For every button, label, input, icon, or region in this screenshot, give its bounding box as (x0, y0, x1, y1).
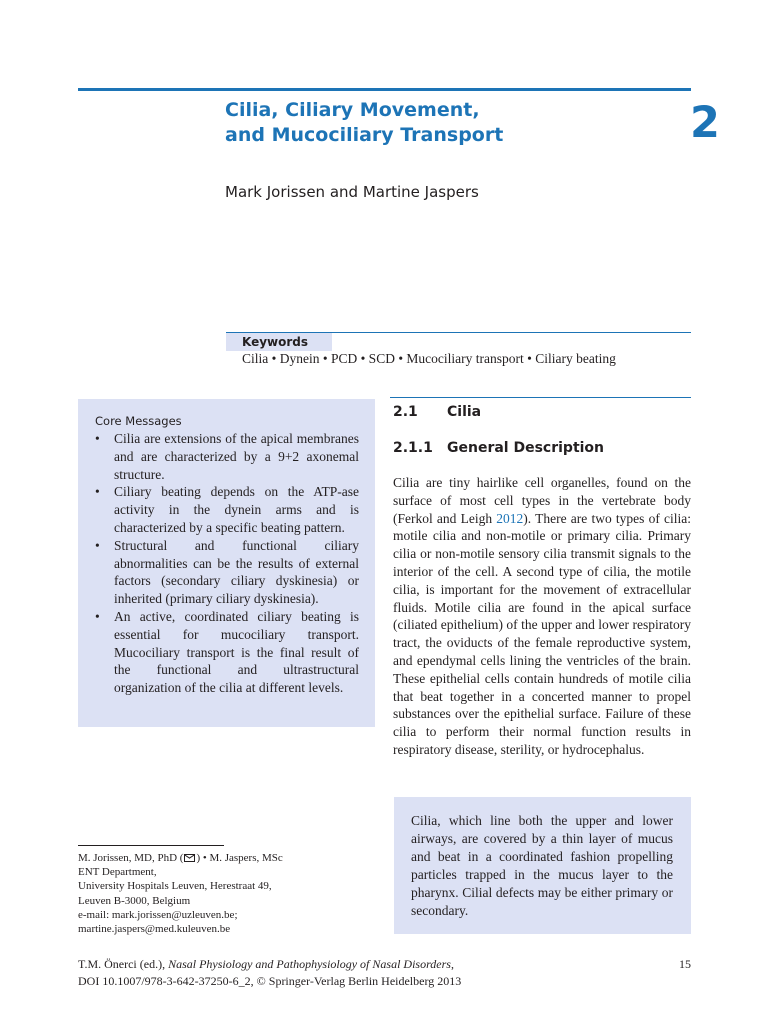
citation-doi: DOI 10.1007/978-3-642-37250-6_2, © Springer-Verlag Berlin Heidelberg 2013 (78, 973, 462, 988)
affiliation-institution: University Hospitals Leuven, Herestraat 49, (78, 880, 272, 893)
chapter-title-line-2: and Mucociliary Transport (225, 124, 504, 146)
chapter-number: 2 (690, 98, 720, 148)
affiliation-city: Leuven B-3000, Belgium (78, 894, 191, 907)
section-number: 2.1 (393, 404, 418, 420)
section-title: Cilia (447, 404, 482, 420)
citation-book-title: Nasal Physiology and Pathophysiology of Nasal Disorders (168, 957, 451, 971)
callout-box (394, 797, 691, 934)
core-messages-box (78, 399, 375, 727)
core-messages-title: Core Messages (95, 414, 182, 428)
citation-comma: , (450, 957, 454, 971)
keywords-label: Keywords (226, 333, 332, 351)
subsection-number: 2.1.1 (393, 440, 433, 456)
citation-link[interactable]: 2012 (496, 510, 524, 526)
chapter-authors: Mark Jorissen and Martine Jaspers (225, 183, 479, 201)
keywords-list: Cilia • Dynein • PCD • SCD • Mucociliary transport • Ciliary beating (242, 351, 616, 366)
book-citation (78, 956, 461, 989)
chapter-top-rule (78, 88, 691, 91)
section-rule (390, 397, 691, 398)
page-number: 15 (679, 957, 691, 971)
affiliation-author-2: ) • M. Jaspers, MSc (196, 852, 283, 864)
body-text-start: Cilia are tiny hairlike cell organelles, found on the surface of most cell types in the vertebrate body (Ferkol and Leigh (393, 475, 691, 526)
chapter-title-line-1: Cilia, Ciliary Movement, (225, 99, 480, 121)
subsection-heading (393, 438, 604, 458)
author-affiliation (78, 851, 283, 936)
chapter-title (225, 98, 625, 148)
core-message-item: • An active, coordinated ciliary beating is essential for mucociliary transport. Mucociliary transport is the final result of the functional and ultrastructural organization of the cilia at different levels. (95, 608, 359, 697)
callout-text: Cilia, which line both the upper and lower airways, are covered by a thin layer of mucus and beat in a coordinated fashion propelling particles trapped in the mucus layer to the pharynx. Cilial defects may be either primary or secondary. (411, 813, 673, 918)
core-message-item: • Structural and functional ciliary abnormalities can be the results of external factors (secondary ciliary dyskinesia) or inherited (primary ciliary dyskinesia). (95, 537, 359, 608)
affiliation-department: ENT Department, (78, 866, 157, 879)
affiliation-email-1: e-mail: mark.jorissen@uzleuven.be; (78, 908, 238, 921)
section-heading (393, 402, 481, 422)
citation-line-1 (78, 956, 461, 973)
affiliation-email-2: martine.jaspers@med.kuleuven.be (78, 923, 231, 936)
subsection-title: General Description (447, 440, 605, 456)
body-text-rest: ). There are two types of cilia: motile cilia and non-motile or primary cilia. Primary cilia or non-motile sensory cilia transmit signals to the interior of the cell. A second type of cilia, the motile cilia, is important for the movement of extracellular fluids. Motile cilia are found in the apical surface (ciliated epithelium) of the upper and lower respiratory tract, the oviducts of the female reproductive system, and ependymal cells lining the ventricles of the brain. These epithelial cells contain hundreds of motile cilia that beat together in a concerted manner to propel substances over the epithelial surface. Failure of these cilia to perform their normal function results in respiratory disease, sterility, or hydrocephalus. (393, 510, 691, 757)
footnote-rule (78, 845, 224, 846)
envelope-icon (184, 854, 195, 862)
core-message-item: • Ciliary beating depends on the ATP-ase activity in the dynein arms and is characterized by a specific beating pattern. (95, 483, 359, 536)
citation-editor: T.M. Önerci (ed.), (78, 957, 169, 971)
affiliation-author-1: M. Jorissen, MD, PhD ( (78, 852, 184, 864)
body-paragraph (393, 474, 691, 759)
affiliation-authors-line (78, 851, 283, 865)
core-message-item: • Cilia are extensions of the apical membranes and are characterized by a 9+2 axonemal structure. (95, 430, 359, 483)
core-messages-list (95, 430, 359, 697)
